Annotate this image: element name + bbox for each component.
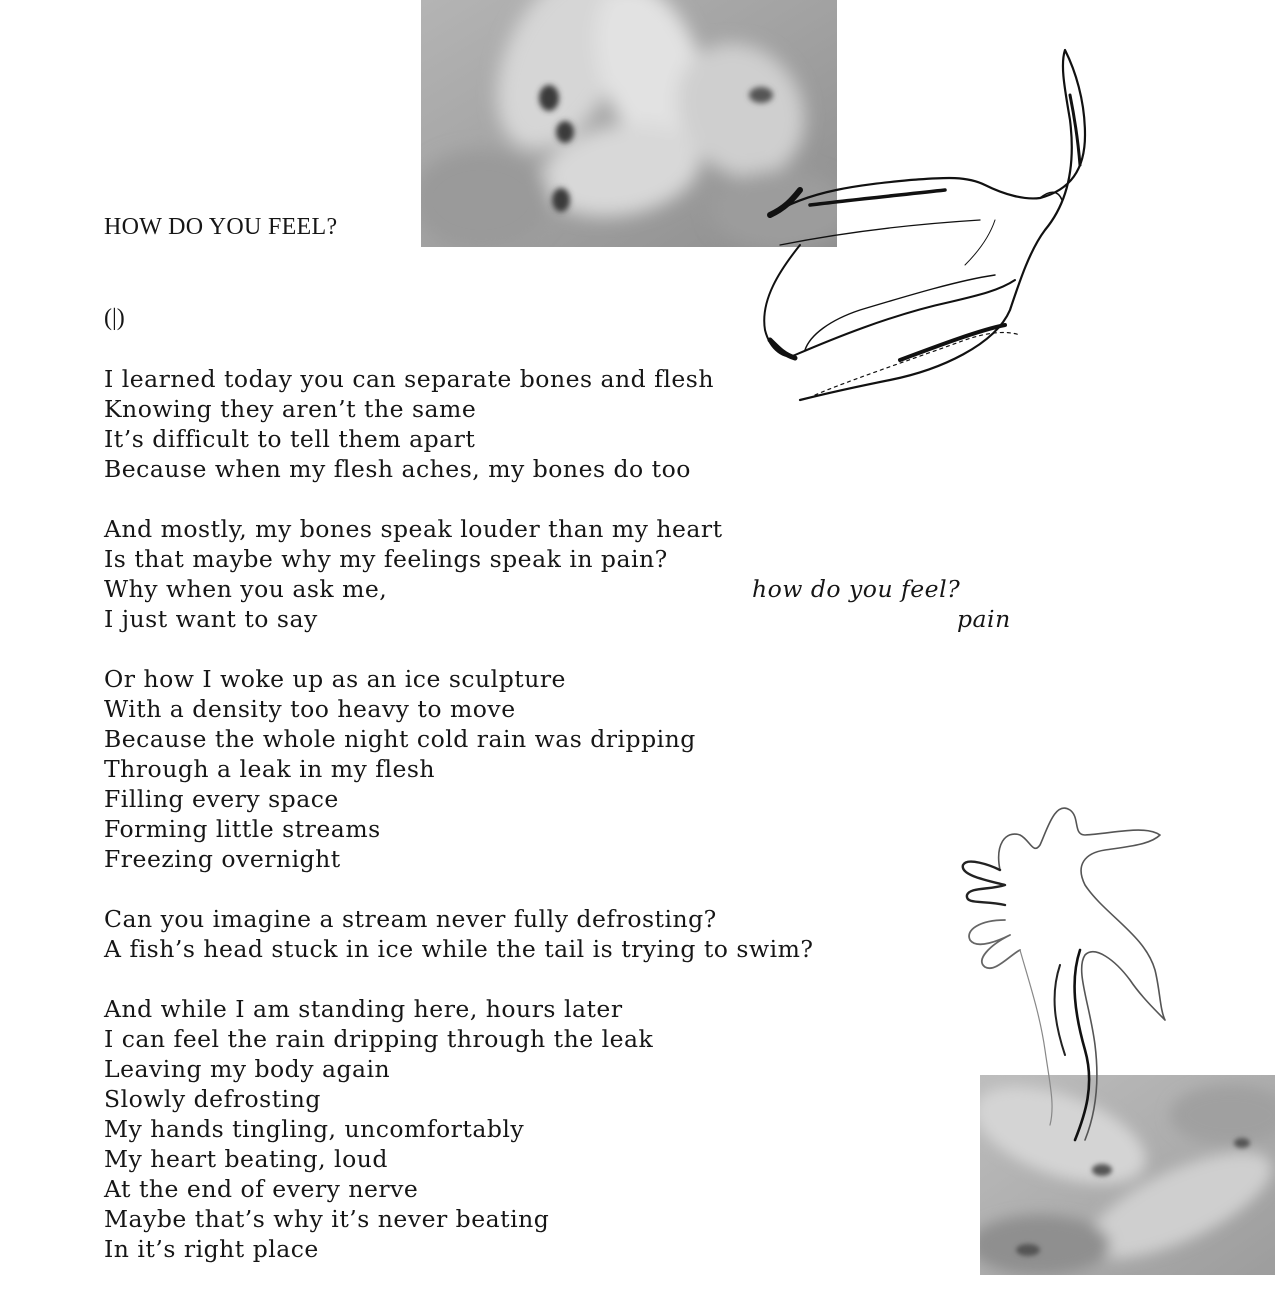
poem-line: Knowing they aren’t the same	[104, 395, 477, 423]
stanza	[104, 994, 1064, 1264]
poem-line: A fish’s head stuck in ice while the tail is trying to swim?	[104, 935, 814, 963]
poem-line-text: Why when you ask me,	[104, 575, 388, 603]
poem-line: In it’s right place	[104, 1235, 319, 1263]
poem-line: I learned today you can separate bones and flesh	[104, 365, 714, 393]
italic-answer: pain	[957, 605, 1011, 633]
poem-body	[104, 364, 1064, 1294]
poem-line: Because when my flesh aches, my bones do too	[104, 455, 691, 483]
poem-line-with-aside	[104, 574, 1064, 604]
poem-line: And mostly, my bones speak louder than my heart	[104, 515, 723, 543]
poem-line: My hands tingling, uncomfortably	[104, 1115, 525, 1143]
poem-line: Maybe that’s why it’s never beating	[104, 1205, 550, 1233]
poem-line: With a density too heavy to move	[104, 695, 516, 723]
poem-line: Through a leak in my flesh	[104, 755, 436, 783]
poem-line: At the end of every nerve	[104, 1175, 419, 1203]
italic-question: how do you feel?	[752, 575, 961, 603]
stanza	[104, 514, 1064, 634]
poem-line: Filling every space	[104, 785, 339, 813]
poem-line: Leaving my body again	[104, 1055, 391, 1083]
stanza	[104, 364, 1064, 484]
poem-line: Slowly defrosting	[104, 1085, 321, 1113]
poem-line: Freezing overnight	[104, 845, 341, 873]
section-marker: (|)	[104, 305, 125, 331]
poem-line-with-aside	[104, 604, 1064, 634]
poem-line: Can you imagine a stream never fully defrosting?	[104, 905, 717, 933]
poem-title: HOW DO YOU FEEL?	[104, 214, 338, 240]
poem-line-text: I just want to say	[104, 605, 318, 633]
poem-line: Because the whole night cold rain was dripping	[104, 725, 696, 753]
poem-line: I can feel the rain dripping through the leak	[104, 1025, 654, 1053]
stanza	[104, 904, 1064, 964]
poem-line: Or how I woke up as an ice sculpture	[104, 665, 566, 693]
ink-hand-drawing	[740, 40, 1100, 410]
poem-line: And while I am standing here, hours later	[104, 995, 623, 1023]
poem-line: My heart beating, loud	[104, 1145, 388, 1173]
poem-line: Is that maybe why my feelings speak in pain?	[104, 545, 668, 573]
stanza	[104, 664, 1064, 874]
poem-line: Forming little streams	[104, 815, 381, 843]
poem-line: It’s difficult to tell them apart	[104, 425, 476, 453]
